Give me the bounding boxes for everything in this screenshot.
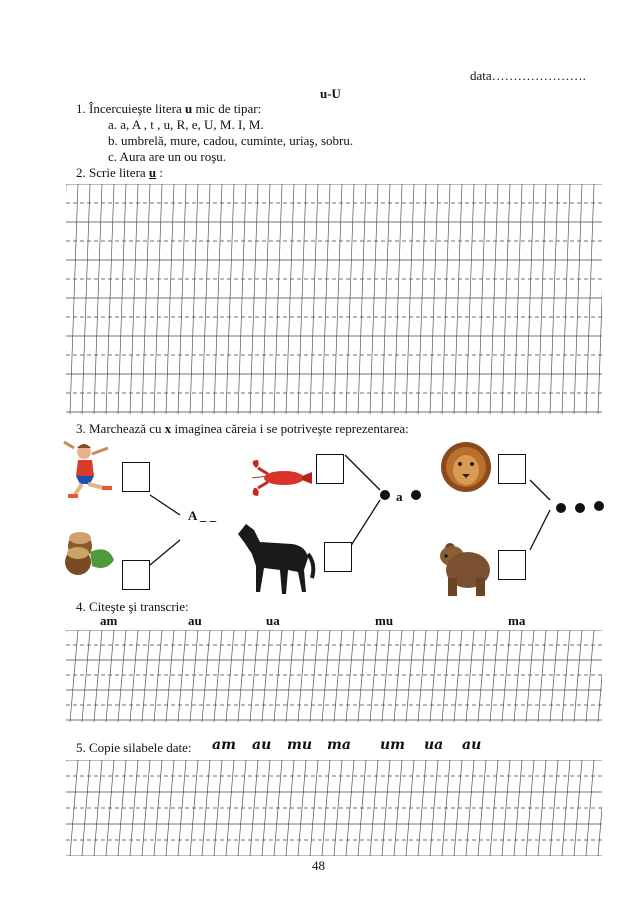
page-number: 48 <box>312 858 325 873</box>
cursive-syllable-ua: ua <box>424 737 444 753</box>
syllable-au: au <box>188 613 202 628</box>
horse-image[interactable] <box>230 520 316 600</box>
checkbox-girl[interactable] <box>122 462 150 492</box>
pattern-dot-a-dot: a <box>396 489 403 504</box>
exercise-2-prompt: 2. Scrie litera u : <box>76 165 164 180</box>
writing-area-transcribe[interactable] <box>66 630 602 722</box>
cursive-syllable-ma: ma <box>327 737 351 753</box>
bear-image[interactable] <box>436 538 492 598</box>
exercise-5-prompt: 5. Copie silabele date: <box>76 740 192 755</box>
syllable-am: am <box>100 613 118 628</box>
cursive-syllable-am: am <box>212 737 236 753</box>
syllable-mu: mu <box>375 613 394 628</box>
exercise-1-item-a: a. a, A , t , u, R, e, U, M. I, M. <box>108 117 264 132</box>
checkbox-bear[interactable] <box>498 550 526 580</box>
checkbox-lion[interactable] <box>498 454 526 484</box>
writing-area-copy[interactable] <box>66 760 602 856</box>
exercise-3-prompt: 3. Marchează cu x imaginea căreia i se potriveşte reprezentarea: <box>76 421 409 436</box>
syllable-ua: ua <box>266 613 280 628</box>
checkbox-hazelnuts[interactable] <box>122 560 150 590</box>
exercise-4-prompt: 4. Citeşte şi transcrie: <box>76 599 189 614</box>
lobster-image[interactable] <box>248 458 314 498</box>
cursive-syllable-mu: mu <box>287 737 312 753</box>
lion-image[interactable] <box>438 440 494 494</box>
girl-jumping-image[interactable] <box>60 440 116 502</box>
syllable-ma: ma <box>508 613 526 628</box>
page-title: u-U <box>320 86 341 101</box>
matching-area <box>60 440 620 600</box>
writing-area-letter-u[interactable] <box>66 184 602 414</box>
exercise-1-item-b: b. umbrelă, mure, cadou, cuminte, uriaş, sobru. <box>108 133 354 148</box>
exercise-1-item-c: c. Aura are un ou roşu. <box>108 149 227 164</box>
cursive-syllable-au-2: au <box>462 737 482 753</box>
date-line: data…………………. <box>470 68 586 83</box>
hazelnuts-image[interactable] <box>60 522 116 578</box>
checkbox-lobster[interactable] <box>316 454 344 484</box>
cursive-syllable-au: au <box>252 737 272 753</box>
cursive-syllable-um: um <box>380 737 405 753</box>
pattern-a-blank: A _ _ <box>188 508 217 523</box>
checkbox-horse[interactable] <box>324 542 352 572</box>
exercise-1-prompt: 1. Încercuieşte litera u mic de tipar: <box>76 101 262 116</box>
